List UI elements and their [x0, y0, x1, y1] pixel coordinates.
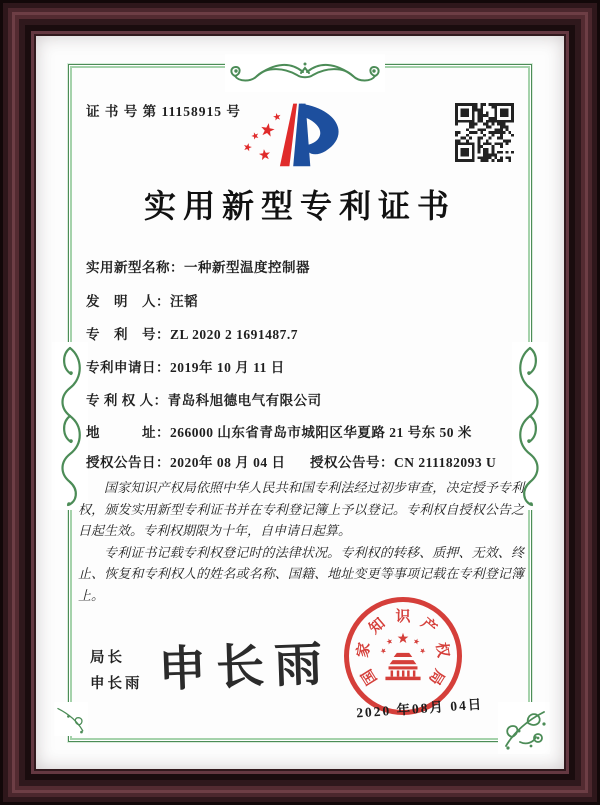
officer-signature-script: 申长雨: [157, 637, 334, 698]
officer-title: 局长: [90, 650, 125, 666]
seal-date: 2020 年08月 04日: [355, 696, 484, 721]
grant-date-label: 授权公告日：: [86, 455, 170, 470]
grant-date-value: 2020年 08 月 04 日: [170, 455, 286, 470]
officer-block: [90, 645, 143, 697]
qr-code: [455, 103, 514, 162]
field-label: 地 址：: [86, 425, 170, 440]
field-label: 实用新型名称：: [86, 260, 184, 275]
field-application-date: [86, 356, 285, 376]
field-patentee: [86, 389, 322, 409]
field-value: ZL 2020 2 1691487.7: [170, 327, 299, 342]
national-emblem-icon: [372, 625, 434, 687]
field-value: 266000 山东省青岛市城阳区华夏路 21 号东 50 米: [170, 425, 472, 440]
bottom-right-corner-ornament: [498, 702, 550, 754]
field-label: 发 明 人：: [86, 294, 170, 309]
field-grant-line: [86, 451, 532, 471]
field-value: 汪韬: [170, 294, 198, 309]
certificate-title: 实用新型专利证书: [143, 188, 456, 224]
officer-name: 申长雨: [90, 676, 143, 692]
grant-number-value: CN 211182093 U: [394, 455, 497, 470]
grant-number-label: 授权公告号：: [310, 455, 394, 470]
field-utility-model-name: [86, 256, 310, 276]
seal-ring-text: 国 家 知 识 产 权 局: [354, 608, 452, 688]
legal-text: [78, 477, 524, 606]
field-value: 2019年 10 月 11 日: [170, 360, 285, 375]
field-inventor: [86, 290, 198, 310]
bottom-left-corner-ornament: [54, 702, 88, 736]
legal-paragraph-1: 国家知识产权局依照中华人民共和国专利法经过初步审查，决定授予专利权，颁发实用新型专利证书并在专利登记簿上予以登记。专利权自授权公告之日起生效。专利权期限为十年，自申请日起算。: [78, 480, 524, 538]
field-label: 专 利 权 人：: [86, 393, 168, 408]
field-label: 专利申请日：: [86, 360, 170, 375]
certificate-number: 证 书 号 第 11158915 号: [86, 104, 241, 119]
field-value: 一种新型温度控制器: [184, 260, 310, 275]
legal-paragraph-2: 专利证书记载专利权登记时的法律状况。专利权的转移、质押、无效、终止、恢复和专利权人的姓名或名称、国籍、地址变更等事项记载在专利登记簿上。: [78, 544, 524, 603]
cnipa-logo-icon: [240, 95, 354, 173]
field-patent-number: [86, 323, 298, 343]
field-label: 专 利 号：: [86, 327, 170, 342]
top-flourish-ornament: [225, 54, 385, 92]
field-address: [86, 421, 472, 441]
field-value: 青岛科旭德电气有限公司: [167, 393, 322, 408]
